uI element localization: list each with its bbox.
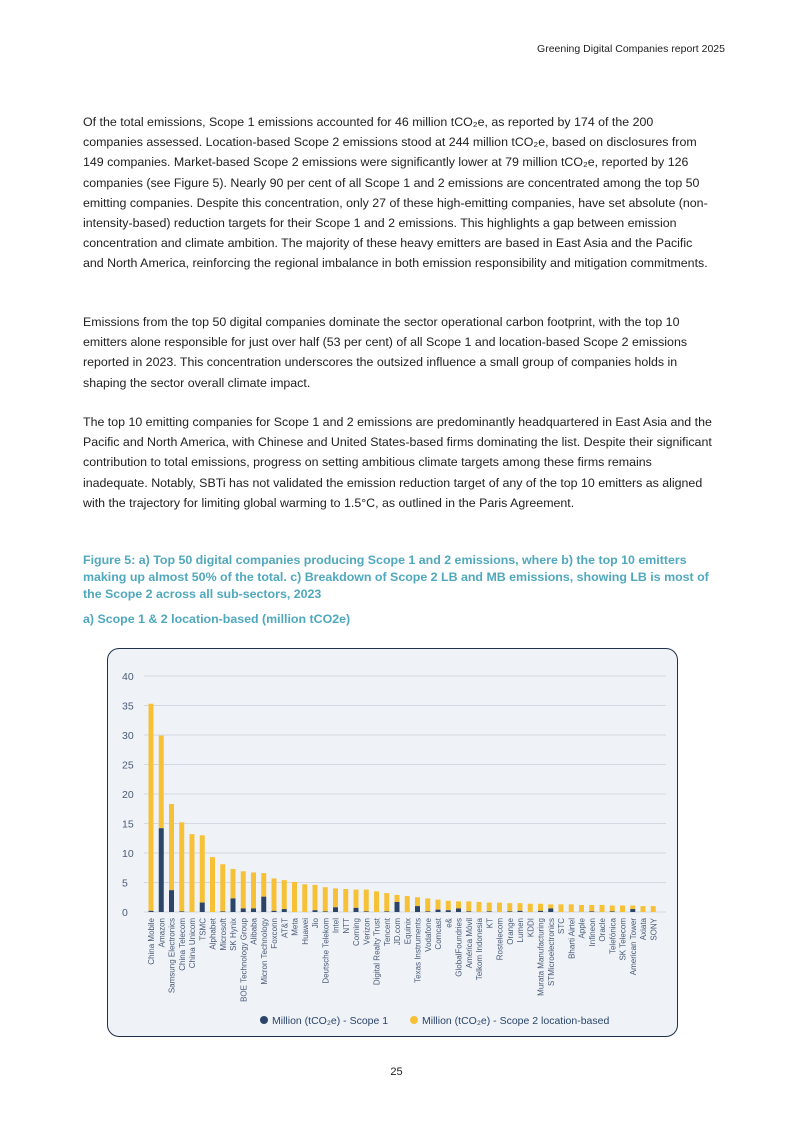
- stacked-bar-chart: [108, 649, 679, 1038]
- x-tick-label: American Tower: [628, 918, 638, 976]
- bar-scope2: [641, 906, 646, 912]
- bar-scope1: [272, 911, 277, 912]
- x-tick-label: Oracle: [598, 918, 607, 942]
- bar-scope1: [313, 910, 318, 912]
- bar-scope2: [169, 804, 174, 890]
- legend-scope2-label: Million (tCO₂e) - Scope 2 location-based: [422, 1015, 610, 1027]
- bar-scope2: [610, 906, 615, 912]
- x-tick-label: Vodafone: [423, 918, 433, 952]
- bar-scope2: [589, 905, 594, 911]
- legend-scope1-marker-icon: [260, 1016, 268, 1024]
- x-tick-label: Tencent: [382, 918, 392, 947]
- bar-scope1: [251, 908, 256, 912]
- bar-group: [538, 904, 543, 912]
- bar-scope2: [220, 864, 225, 911]
- body-paragraph-1: Of the total emissions, Scope 1 emissions accounted for 46 million tCO₂e, as reported by 174 of the 200 companies assessed. Location-based Scope 2 emissions stood at 244 million tCO₂e, based on disclosures from 149 companies. Market-based Scope 2 emissions were significantly lower at 79 million tCO₂e, reported by 126 companies (see Figure 5). Nearly 90 per cent of all Scope 1 and 2 emissions are concentrated among the top 50 emitting companies. Despite this concentration, only 27 of these high-emitting companies, have set absolute (non-intensity-based) reduction targets for their Scope 1 and 2 emissions. This highlights a gap between emission concentration and climate ambition. The majority of these heavy emitters are based in East Asia and the Pacific and North America, reinforcing the regional imbalance in both emission responsibility and mitigation commitments.: [83, 115, 708, 271]
- y-tick-label: 15: [122, 818, 134, 831]
- bar-group: [333, 888, 338, 912]
- bar-group: [405, 896, 410, 912]
- x-tick-label: Telefónica: [608, 918, 618, 955]
- bar-scope2: [559, 904, 564, 912]
- bar-scope2: [569, 904, 574, 912]
- x-tick-label: Rostelecom: [495, 918, 505, 961]
- x-tick-label: América Móvil: [464, 918, 474, 969]
- y-tick-label: 40: [122, 671, 134, 683]
- bar-group: [507, 903, 512, 912]
- bar-group: [220, 864, 225, 912]
- bar-scope2: [179, 822, 184, 911]
- x-tick-label: Jio: [311, 918, 320, 929]
- bar-scope1: [487, 911, 492, 912]
- bar-group: [261, 873, 266, 912]
- report-header-title: Greening Digital Companies report 2025: [537, 43, 725, 55]
- bar-scope2: [405, 896, 410, 912]
- x-tick-label: Micron Technology: [259, 918, 269, 985]
- x-tick-label: China Unicom: [188, 918, 197, 969]
- x-tick-label: Intel: [331, 918, 341, 934]
- y-tick-label: 10: [122, 848, 134, 860]
- bar-group: [569, 904, 574, 912]
- bar-scope2: [384, 893, 389, 911]
- bar-scope2: [210, 857, 215, 912]
- bar-group: [374, 891, 379, 912]
- bar-scope2: [477, 902, 482, 912]
- bar-scope2: [313, 885, 318, 910]
- bar-scope2: [620, 906, 625, 912]
- bar-group: [292, 882, 297, 912]
- figure-subtitle: a) Scope 1 & 2 location-based (million tCO2e): [83, 612, 351, 626]
- bar-scope2: [600, 905, 605, 912]
- bar-scope1: [446, 910, 451, 912]
- x-tick-label: Bharti Airtel: [567, 918, 577, 959]
- bar-scope1: [323, 911, 328, 912]
- chart-legend: [260, 1015, 609, 1027]
- x-tick-label: AT&T: [280, 918, 290, 938]
- bar-group: [589, 905, 594, 912]
- bar-group: [456, 901, 461, 912]
- x-tick-label: KDDI: [526, 918, 536, 938]
- bar-scope2: [630, 906, 635, 910]
- bar-group: [610, 906, 615, 912]
- bar-scope2: [261, 873, 266, 897]
- bar-scope1: [241, 908, 246, 912]
- x-tick-label: Equinix: [403, 918, 413, 945]
- bar-scope2: [200, 835, 205, 902]
- x-tick-label: Lumen: [516, 918, 525, 943]
- bar-scope2: [507, 903, 512, 911]
- y-tick-label: 35: [122, 700, 134, 713]
- bar-scope2: [528, 904, 533, 912]
- bar-scope1: [456, 908, 461, 912]
- bar-group: [559, 904, 564, 912]
- bar-scope2: [251, 872, 256, 908]
- bar-group: [200, 835, 205, 912]
- x-tick-label: China Telecom: [177, 918, 187, 971]
- body-paragraph-3: The top 10 emitting companies for Scope 1 and 2 emissions are predominantly headquartered in East Asia and the Pacific and North America, with Chinese and United States-based firms dominating the list. Despite their significant contribution to total emissions, progress on setting ambitious climate targets among these firms remains inadequate. Notably, SBTi has not validated the emission reduction target of any of the top 10 emitters as aligned with the trajectory for limiting global warming to 1.5°C, as outlined in the Paris Agreement.: [83, 415, 712, 510]
- bar-group: [302, 884, 307, 912]
- bar-group: [210, 857, 215, 912]
- bar-scope1: [538, 911, 543, 912]
- bar-scope2: [538, 904, 543, 911]
- bar-group: [190, 834, 195, 912]
- x-tick-label: NTT: [341, 918, 351, 934]
- bar-group: [579, 905, 584, 912]
- bar-scope1: [159, 828, 164, 912]
- x-tick-label: e&: [444, 918, 454, 928]
- x-tick-label: Digital Realty Trust: [372, 918, 382, 986]
- bar-scope1: [548, 908, 553, 912]
- bar-scope1: [436, 910, 441, 912]
- bar-group: [548, 904, 553, 912]
- page-number: 25: [390, 1066, 403, 1078]
- y-tick-label: 25: [122, 759, 134, 772]
- bar-scope1: [231, 898, 236, 912]
- bar-scope2: [354, 890, 359, 908]
- bar-scope2: [282, 880, 287, 909]
- bar-scope2: [231, 869, 236, 899]
- bar-scope1: [333, 907, 338, 912]
- bar-scope2: [343, 889, 348, 912]
- x-tick-label: Samsung Electronics: [167, 918, 177, 994]
- x-tick-label: China Mobile: [147, 918, 156, 965]
- x-tick-label: Alibaba: [249, 918, 259, 945]
- bar-group: [425, 898, 430, 912]
- bar-scope1: [179, 911, 184, 912]
- bar-scope1: [261, 897, 266, 912]
- bar-group: [149, 704, 154, 912]
- y-tick-label: 20: [122, 789, 134, 801]
- bar-scope1: [395, 902, 400, 912]
- bar-group: [415, 897, 420, 912]
- bar-group: [272, 878, 277, 912]
- bar-scope1: [354, 908, 359, 912]
- x-tick-label: KT: [485, 918, 495, 929]
- bar-scope2: [323, 887, 328, 911]
- bar-scope1: [518, 911, 523, 912]
- bar-scope2: [425, 898, 430, 911]
- bar-group: [323, 887, 328, 912]
- x-tick-label: Texas Instruments: [413, 918, 423, 983]
- chart-card: [107, 648, 678, 1037]
- x-axis-labels: [147, 917, 658, 1002]
- bar-scope1: [466, 911, 471, 912]
- y-tick-label: 0: [122, 907, 128, 919]
- bar-scope1: [610, 911, 615, 912]
- bar-group: [477, 902, 482, 912]
- bar-scope1: [425, 911, 430, 912]
- bar-group: [159, 736, 164, 912]
- bar-scope1: [169, 890, 174, 912]
- bar-group: [169, 804, 174, 912]
- bar-group: [641, 906, 646, 912]
- bar-group: [395, 895, 400, 912]
- bar-group: [466, 901, 471, 912]
- bar-scope2: [159, 736, 164, 829]
- x-tick-label: Murata Manufacturing: [536, 918, 546, 996]
- bar-group: [179, 822, 184, 912]
- bar-group: [528, 904, 533, 912]
- bar-scope1: [384, 911, 389, 912]
- figure-caption: Figure 5: a) Top 50 digital companies producing Scope 1 and 2 emissions, where b) the top 10 emitters making up almost 50% of the total. c) Breakdown of Scope 2 LB and MB emissions, showing LB is most of the Scope 2 across all sub-sectors, 2023: [83, 553, 709, 601]
- x-tick-label: STMicroelectronics: [546, 918, 556, 987]
- bar-scope2: [548, 904, 553, 908]
- bar-group: [251, 872, 256, 912]
- bar-scope2: [518, 903, 523, 911]
- bar-group: [231, 869, 236, 912]
- bar-scope2: [487, 903, 492, 912]
- x-tick-label: STC: [557, 918, 566, 934]
- x-tick-label: GlobalFoundries: [454, 918, 464, 977]
- bar-group: [354, 890, 359, 912]
- x-tick-label: Microsoft: [218, 918, 228, 951]
- bar-scope1: [589, 911, 594, 912]
- bar-group: [620, 906, 625, 912]
- x-tick-label: Alphabet: [208, 918, 218, 950]
- bar-group: [651, 906, 656, 912]
- x-tick-label: Comcast: [434, 918, 443, 950]
- bar-group: [384, 893, 389, 912]
- bar-group: [487, 903, 492, 912]
- bar-group: [241, 871, 246, 912]
- x-tick-label: Huawei: [300, 918, 310, 945]
- bar-scope2: [466, 901, 471, 911]
- bar-scope2: [436, 900, 441, 910]
- x-tick-label: Apple: [577, 918, 587, 939]
- x-tick-label: Verizon: [362, 918, 372, 945]
- bar-group: [497, 903, 502, 912]
- bar-scope2: [456, 901, 461, 908]
- bar-scope1: [282, 909, 287, 912]
- bar-scope2: [292, 882, 297, 912]
- bar-scope1: [149, 911, 154, 912]
- y-tick-label: 5: [122, 877, 128, 890]
- x-tick-label: Infineon: [587, 918, 597, 947]
- x-tick-label: SONY: [649, 918, 659, 941]
- body-paragraph-2: Emissions from the top 50 digital companies dominate the sector operational carbon footprint, with the top 10 emitters alone responsible for just over half (53 per cent) of all Scope 1 and location-based Scope 2 emissions reported in 2023. This concentration underscores the outsized influence a small group of companies holds in shaping the sector overall climate impact.: [83, 315, 688, 390]
- bar-scope1: [507, 911, 512, 912]
- legend-scope1-label: Million (tCO₂e) - Scope 1: [272, 1015, 389, 1027]
- x-tick-label: Axiata: [639, 918, 648, 941]
- x-tick-label: Deutsche Telekom: [321, 918, 331, 984]
- bar-scope2: [415, 897, 420, 906]
- x-tick-label: Foxconn: [270, 918, 279, 949]
- bar-scope2: [446, 901, 451, 910]
- bar-scope1: [364, 911, 369, 912]
- bar-scope2: [272, 878, 277, 910]
- bar-scope1: [220, 911, 225, 912]
- x-tick-label: SK Telecom: [618, 918, 628, 961]
- bar-scope2: [395, 895, 400, 902]
- legend-scope2-marker-icon: [410, 1016, 418, 1024]
- bar-group: [364, 890, 369, 912]
- bar-scope2: [374, 891, 379, 912]
- bar-scope2: [651, 906, 656, 912]
- x-tick-label: Amazon: [157, 918, 167, 948]
- bar-scope1: [415, 906, 420, 912]
- bar-scope2: [190, 834, 195, 912]
- x-tick-label: TSMC: [198, 918, 208, 941]
- y-tick-label: 30: [122, 730, 134, 742]
- x-tick-label: Orange: [505, 918, 515, 945]
- bar-group: [518, 903, 523, 912]
- bar-scope1: [630, 909, 635, 912]
- x-tick-label: Meta: [290, 918, 300, 936]
- bar-scope2: [364, 890, 369, 912]
- bar-group: [600, 905, 605, 912]
- bar-group: [282, 880, 287, 912]
- bar-scope2: [302, 884, 307, 912]
- bar-scope2: [149, 704, 154, 911]
- bar-scope2: [579, 905, 584, 912]
- bar-group: [436, 900, 441, 912]
- bar-scope2: [497, 903, 502, 912]
- bar-group: [446, 901, 451, 912]
- x-tick-label: BOE Technology Group: [239, 918, 249, 1002]
- bar-group: [343, 889, 348, 912]
- bar-group: [630, 906, 635, 912]
- x-tick-label: Corning: [352, 918, 361, 947]
- x-tick-label: Telkom Indonesia: [475, 918, 484, 981]
- bar-group: [313, 885, 318, 912]
- bar-scope1: [200, 903, 205, 912]
- bar-scope2: [333, 888, 338, 907]
- bar-scope2: [241, 871, 246, 908]
- x-tick-label: SK Hynix: [229, 918, 238, 951]
- x-tick-label: JD.com: [393, 918, 402, 946]
